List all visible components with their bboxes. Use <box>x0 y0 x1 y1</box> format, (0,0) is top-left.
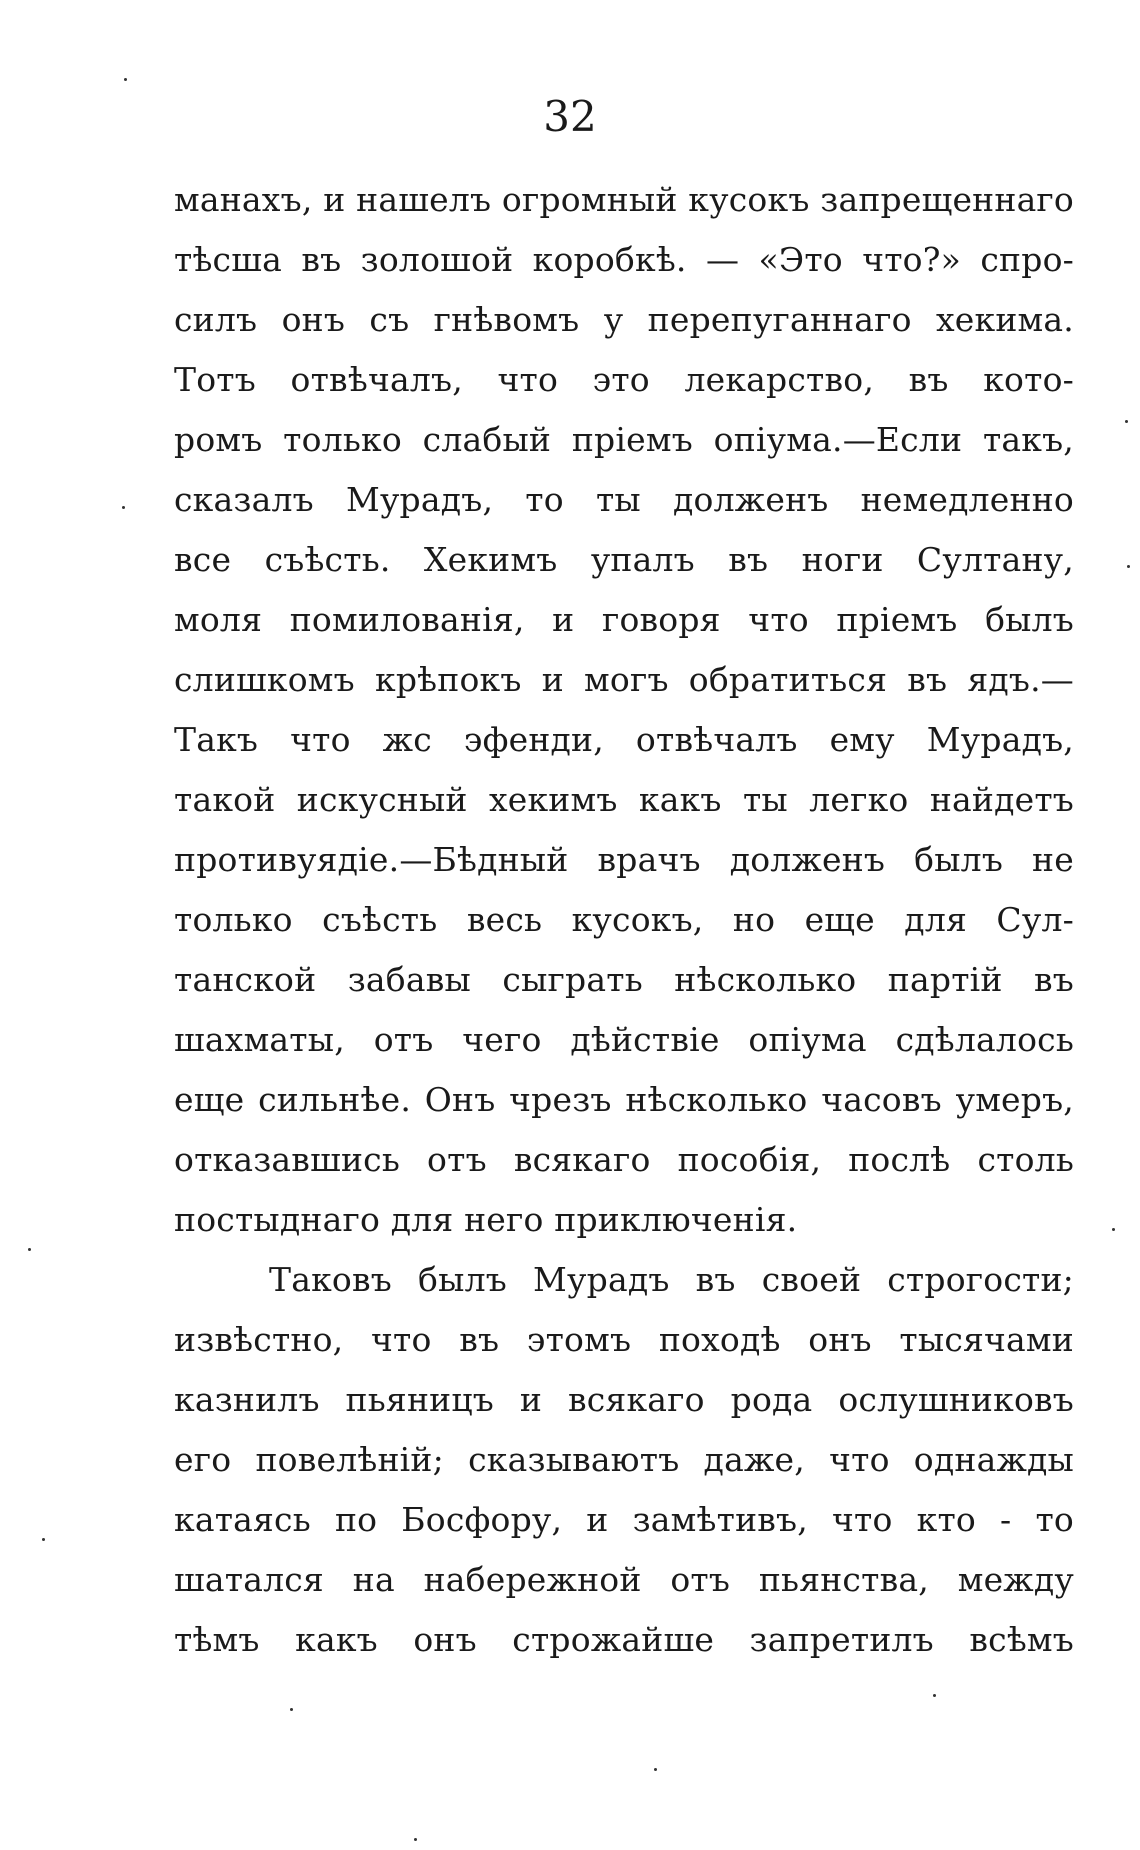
text-line: танской забавы сыграть нѣсколько партій въ <box>174 960 1074 999</box>
text-line: еще сильнѣе. Онъ чрезъ нѣсколько часовъ умеръ, <box>174 1080 1074 1119</box>
text-line: Таковъ былъ Мурадъ въ своей строгости; <box>269 1260 1074 1299</box>
text-line: только съѣсть весь кусокъ, но еще для Сул- <box>174 900 1074 939</box>
text-line: тѣсша въ золошой коробкѣ. — «Это что?» спро- <box>174 240 1074 279</box>
text-line: постыднаго для него приключенія. <box>174 1200 798 1239</box>
text-line: противуядіе.—Бѣдный врачъ долженъ былъ не <box>174 840 1074 879</box>
text-line: Такъ что жс эфенди, отвѣчалъ ему Мурадъ, <box>174 720 1074 759</box>
text-line: его повелѣній; сказываютъ даже, что однажды <box>174 1440 1074 1479</box>
text-line: все съѣсть. Хекимъ упалъ въ ноги Султану, <box>174 540 1074 579</box>
scan-speck <box>122 506 125 509</box>
text-line: шатался на набережной отъ пьянства, между <box>174 1560 1074 1599</box>
paragraph-2 <box>174 1250 1074 1670</box>
text-line: катаясь по Босфору, и замѣтивъ, что кто - то <box>174 1500 1074 1539</box>
body-text <box>174 170 1074 1670</box>
scan-speck <box>1112 1228 1115 1231</box>
page-number: 32 <box>543 92 597 141</box>
scan-speck <box>1125 420 1128 423</box>
text-line: силъ онъ съ гнѣвомъ у перепуганнаго хекима. <box>174 300 1074 339</box>
scan-speck <box>414 1838 417 1841</box>
scan-speck <box>654 1768 657 1771</box>
scan-speck <box>124 78 127 81</box>
text-line: манахъ, и нашелъ огромный кусокъ запрещеннаго <box>174 180 1074 219</box>
text-line: тѣмъ какъ онъ строжайше запретилъ всѣмъ <box>174 1620 1074 1659</box>
text-line: шахматы, отъ чего дѣйствіе опіума сдѣлалось <box>174 1020 1074 1059</box>
scan-speck <box>42 1538 45 1541</box>
scan-speck <box>933 1694 936 1697</box>
paragraph-1 <box>174 170 1074 1250</box>
text-line: отказавшись отъ всякаго пособія, послѣ столь <box>174 1140 1074 1179</box>
text-line: моля помилованія, и говоря что пріемъ былъ <box>174 600 1074 639</box>
text-line: казнилъ пьяницъ и всякаго рода ослушниковъ <box>174 1380 1074 1419</box>
text-line: Тотъ отвѣчалъ, что это лекарство, въ кото- <box>174 360 1074 399</box>
text-line: такой искусный хекимъ какъ ты легко найдетъ <box>174 780 1074 819</box>
text-line: сказалъ Мурадъ, то ты долженъ немедленно <box>174 480 1074 519</box>
scan-speck <box>290 1708 293 1711</box>
text-line: слишкомъ крѣпокъ и могъ обратиться въ ядъ.— <box>174 660 1074 699</box>
text-line: извѣстно, что въ этомъ походѣ онъ тысячами <box>174 1320 1074 1359</box>
scan-speck <box>28 1248 31 1251</box>
text-line: ромъ только слабый пріемъ опіума.—Если такъ, <box>174 420 1074 459</box>
scan-speck <box>1127 565 1130 568</box>
